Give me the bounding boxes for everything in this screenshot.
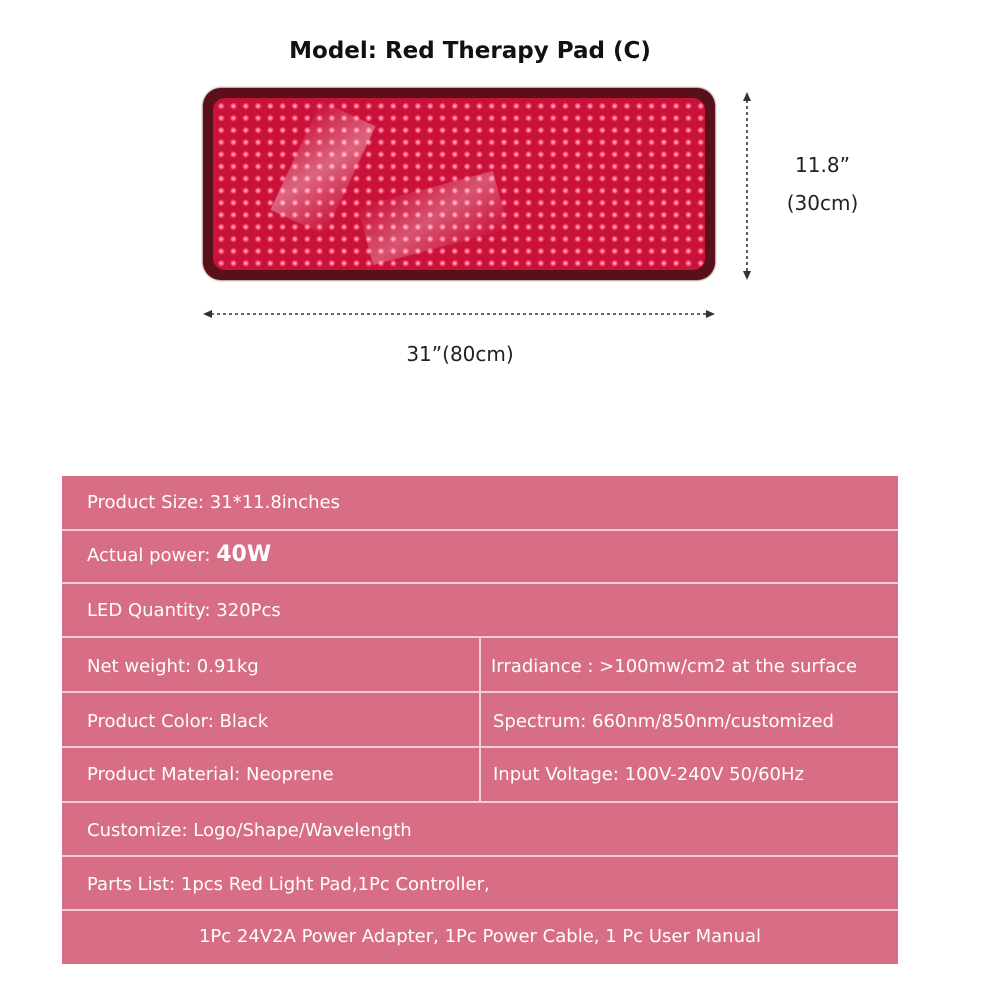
height-inches: 11.8” [795,153,850,177]
row-divider [62,529,898,531]
specification-table [62,476,898,964]
spec-product-size: Product Size: 31*11.8inches [87,492,340,513]
spec-customize: Customize: Logo/Shape/Wavelength [87,820,412,841]
spec-actual-power [87,542,271,567]
row-divider [62,855,898,857]
red-therapy-pad-image [203,88,715,280]
width-dimension-arrow [203,308,715,320]
actual-power-value: 40W [216,542,272,567]
spec-product-material: Product Material: Neoprene [87,764,334,785]
spec-led-quantity: LED Quantity: 320Pcs [87,600,281,621]
spec-parts-list: Parts List: 1pcs Red Light Pad,1Pc Controller, [87,874,490,895]
spec-irradiance: Irradiance : >100mw/cm2 at the surface [491,656,858,677]
row-divider [62,801,898,803]
spec-parts-list-continued: 1Pc 24V2A Power Adapter, 1Pc Power Cable, 1 Pc User Manual [198,926,762,947]
row-divider [62,909,898,911]
product-title: Model: Red Therapy Pad (C) [289,38,651,64]
row-divider [62,582,898,584]
height-dimension-arrow [743,92,751,280]
spec-net-weight: Net weight: 0.91kg [87,656,259,677]
height-cm: (30cm) [786,191,859,215]
height-dimension-label [770,146,875,222]
width-dimension-label: 31”(80cm) [406,342,514,366]
column-divider [479,636,481,801]
actual-power-label: Actual power: [87,545,211,566]
spec-product-color: Product Color: Black [87,711,269,732]
spec-input-voltage: Input Voltage: 100V-240V 50/60Hz [493,764,804,785]
spec-spectrum: Spectrum: 660nm/850nm/customized [493,711,834,732]
